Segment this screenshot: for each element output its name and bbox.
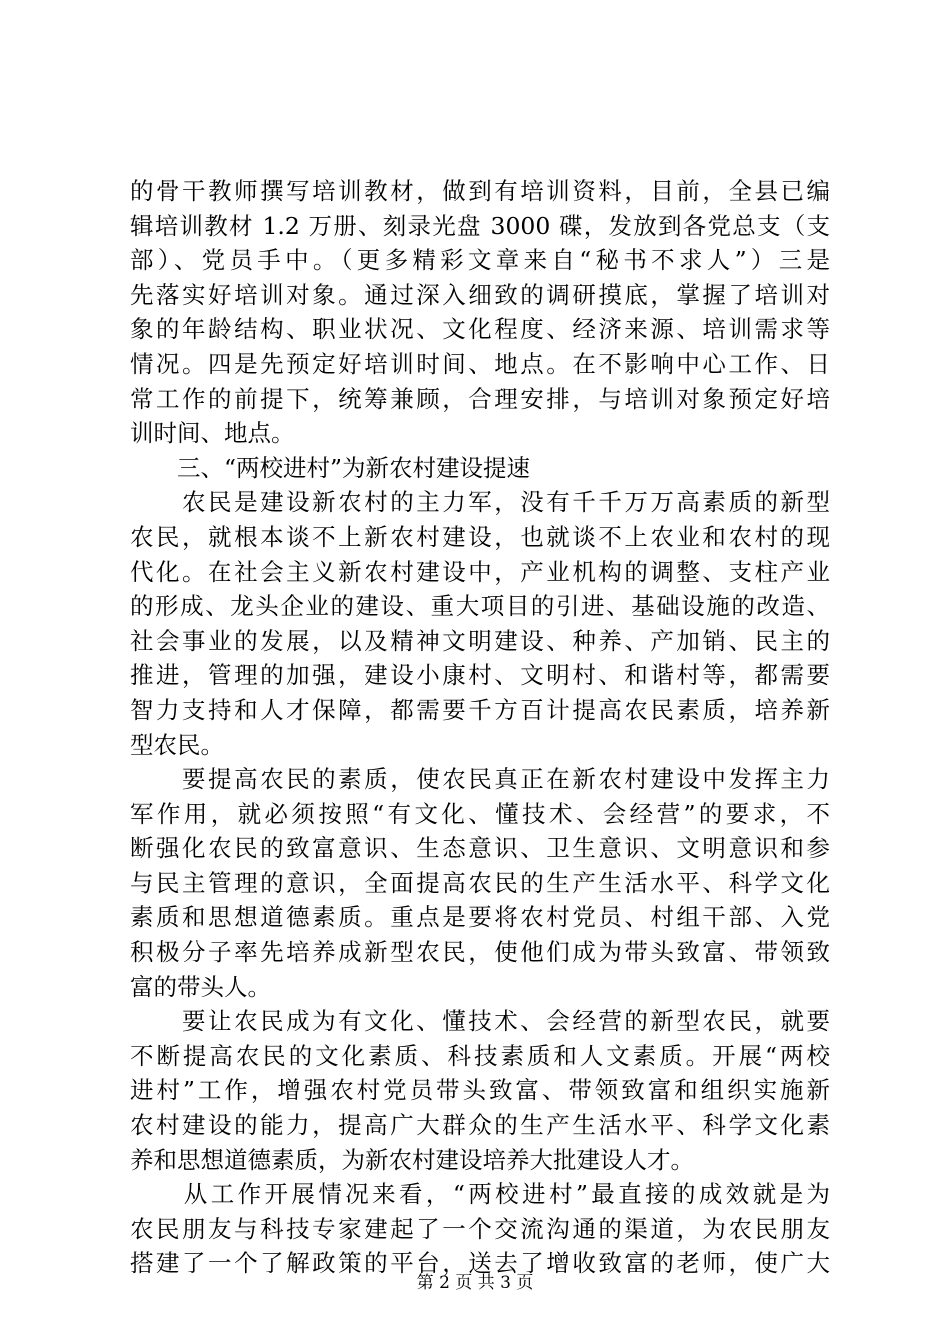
text-line: 农村建设的能力，提高广大群众的生产生活水平、科学文化素	[130, 1111, 830, 1140]
text-line: 农民，就根本谈不上新农村建设，也就谈不上农业和农村的现	[130, 522, 830, 551]
body-text	[130, 174, 830, 1281]
text-line: 军作用，就必须按照“有文化、懂技术、会经营”的要求，不	[130, 799, 830, 828]
text-line: 代化。在社会主义新农村建设中，产业机构的调整、支柱产业	[130, 557, 830, 586]
text-line: 进村”工作，增强农村党员带头致富、带领致富和组织实施新	[130, 1076, 830, 1105]
text-line: 推进，管理的加强，建设小康村、文明村、和谐村等，都需要	[130, 661, 830, 690]
text-line: 的形成、龙头企业的建设、重大项目的引进、基础设施的改造、	[130, 592, 830, 621]
text-line: 断强化农民的致富意识、生态意识、卫生意识、文明意识和参	[130, 834, 830, 863]
text-line: 三、“两校进村”为新农村建设提速	[130, 453, 531, 482]
text-line: 不断提高农民的文化素质、科技素质和人文素质。开展“两校	[130, 1041, 830, 1070]
text-line: 的骨干教师撰写培训教材，做到有培训资料，目前，全县已编	[130, 177, 830, 205]
text-line: 情况。四是先预定好培训时间、地点。在不影响中心工作、日	[130, 349, 830, 378]
text-line: 常工作的前提下，统筹兼顾，合理安排，与培训对象预定好培	[130, 384, 830, 413]
text-line: 要让农民成为有文化、懂技术、会经营的新型农民，就要	[130, 1007, 830, 1036]
text-line: 智力支持和人才保障，都需要千方百计提高农民素质，培养新	[130, 695, 830, 724]
text-line: 养和思想道德素质，为新农村建设培养大批建设人才。	[130, 1145, 694, 1174]
text-line: 辑培训教材 1.2 万册、刻录光盘 3000 碟，发放到各党总支（支	[130, 211, 830, 240]
text-line: 与民主管理的意识，全面提高农民的生产生活水平、科学文化	[130, 868, 830, 897]
text-line: 社会事业的发展，以及精神文明建设、种养、产加销、民主的	[130, 626, 830, 655]
text-line: 农民朋友与科技专家建起了一个交流沟通的渠道，为农民朋友	[130, 1214, 830, 1243]
text-line: 富的带头人。	[130, 972, 271, 1001]
text-line: 素质和思想道德素质。重点是要将农村党员、村组干部、入党	[130, 903, 830, 932]
text-line: 训时间、地点。	[130, 419, 295, 448]
text-line: 农民是建设新农村的主力军，没有千千万万高素质的新型	[130, 488, 830, 517]
page-footer: 第 2 页 共 3 页	[416, 1273, 534, 1293]
text-line: 搭建了一个了解政策的平台，送去了增收致富的老师，使广大	[130, 1249, 830, 1278]
text-line: 先落实好培训对象。通过深入细致的调研摸底，掌握了培训对	[130, 280, 830, 309]
text-line: 型农民。	[130, 730, 224, 759]
text-line: 要提高农民的素质，使农民真正在新农村建设中发挥主力	[130, 765, 830, 794]
text-line: 积极分子率先培养成新型农民，使他们成为带头致富、带领致	[130, 938, 830, 967]
text-line: 象的年龄结构、职业状况、文化程度、经济来源、培训需求等	[130, 315, 830, 344]
text-line: 从工作开展情况来看，“两校进村”最直接的成效就是为	[130, 1180, 830, 1209]
text-line: 部）、党员手中。（更多精彩文章来自“秘书不求人”）三是	[130, 246, 830, 275]
